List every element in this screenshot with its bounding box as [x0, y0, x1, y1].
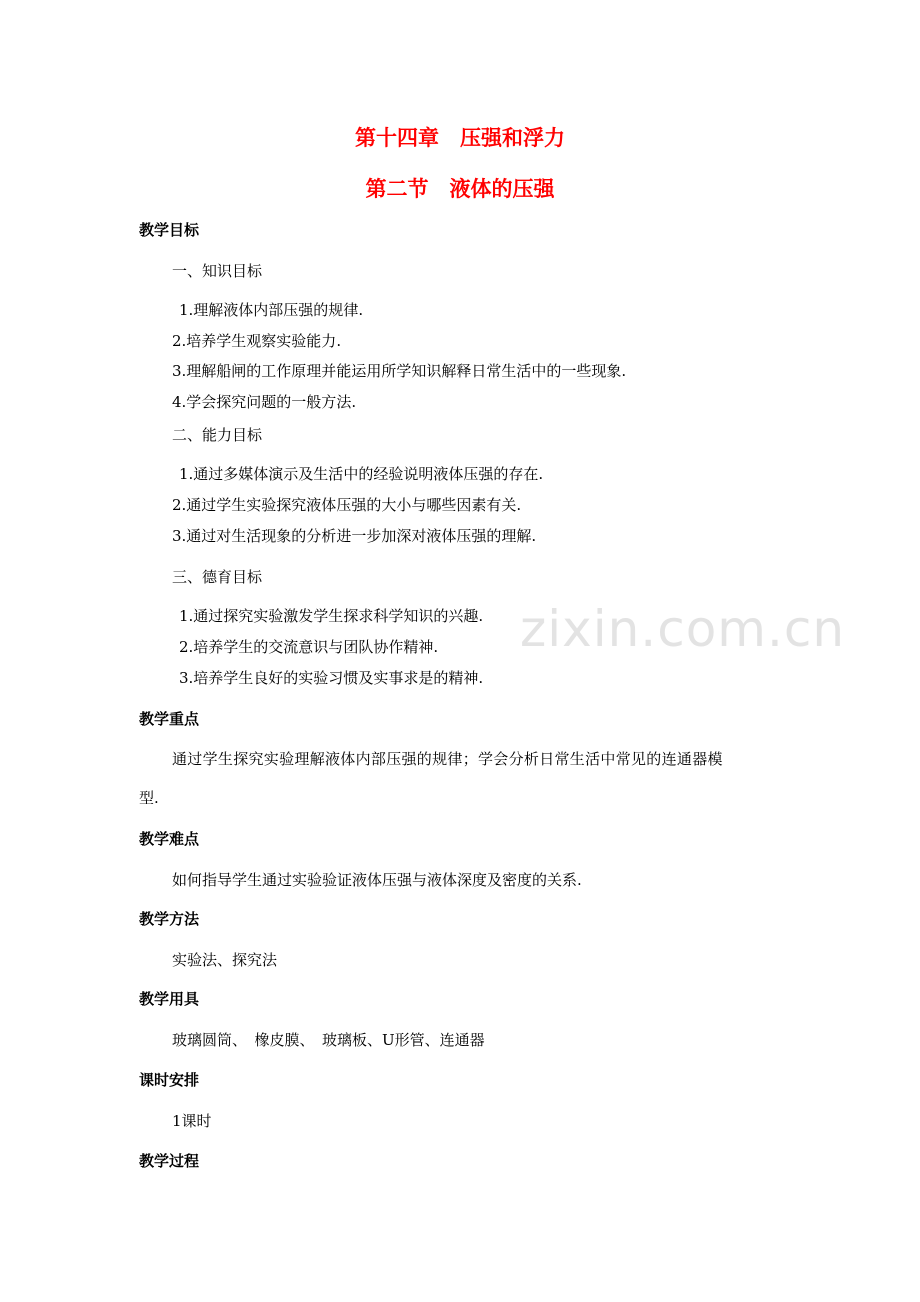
- key-points-text-line-1: 通过学生探究实验理解液体内部压强的规律；学会分析日常生活中常见的连通器模: [172, 750, 723, 768]
- heading-key-points: 教学重点: [139, 710, 200, 728]
- ability-item-1: 1.通过多媒体演示及生活中的经验说明液体压强的存在.: [179, 465, 544, 483]
- heading-difficulties: 教学难点: [139, 830, 200, 848]
- key-points-text-line-2: 型.: [139, 789, 159, 807]
- moral-item-1: 1.通过探究实验激发学生探求科学知识的兴趣.: [179, 607, 484, 625]
- ability-item-3: 3.通过对生活现象的分析进一步加深对液体压强的理解.: [172, 527, 537, 545]
- tools-text: 玻璃圆筒、 橡皮膜、 玻璃板、U形管、连通器: [172, 1031, 485, 1049]
- methods-text: 实验法、探究法: [172, 951, 278, 969]
- heading-objectives: 教学目标: [139, 221, 200, 239]
- ability-objectives-label: 二、能力目标: [172, 426, 263, 444]
- moral-item-2: 2.培养学生的交流意识与团队协作精神.: [179, 638, 439, 656]
- schedule-text: 1课时: [172, 1112, 212, 1130]
- heading-schedule: 课时安排: [139, 1071, 200, 1089]
- knowledge-item-1: 1.理解液体内部压强的规律.: [179, 301, 364, 319]
- difficulties-text: 如何指导学生通过实验验证液体压强与液体深度及密度的关系.: [172, 871, 582, 889]
- heading-methods: 教学方法: [139, 910, 200, 928]
- heading-tools: 教学用具: [139, 990, 200, 1008]
- moral-item-3: 3.培养学生良好的实验习惯及实事求是的精神.: [179, 669, 484, 687]
- moral-objectives-label: 三、德育目标: [172, 568, 263, 586]
- section-title: 第二节 液体的压强: [365, 177, 555, 201]
- ability-item-2: 2.通过学生实验探究液体压强的大小与哪些因素有关.: [172, 496, 522, 514]
- knowledge-item-2: 2.培养学生观察实验能力.: [172, 332, 342, 350]
- heading-process: 教学过程: [139, 1152, 200, 1170]
- chapter-title: 第十四章 压强和浮力: [355, 126, 565, 150]
- watermark: zixin.com.cn: [520, 600, 846, 658]
- knowledge-objectives-label: 一、知识目标: [172, 262, 263, 280]
- knowledge-item-3: 3.理解船闸的工作原理并能运用所学知识解释日常生活中的一些现象.: [172, 362, 627, 380]
- knowledge-item-4: 4.学会探究问题的一般方法.: [172, 393, 357, 411]
